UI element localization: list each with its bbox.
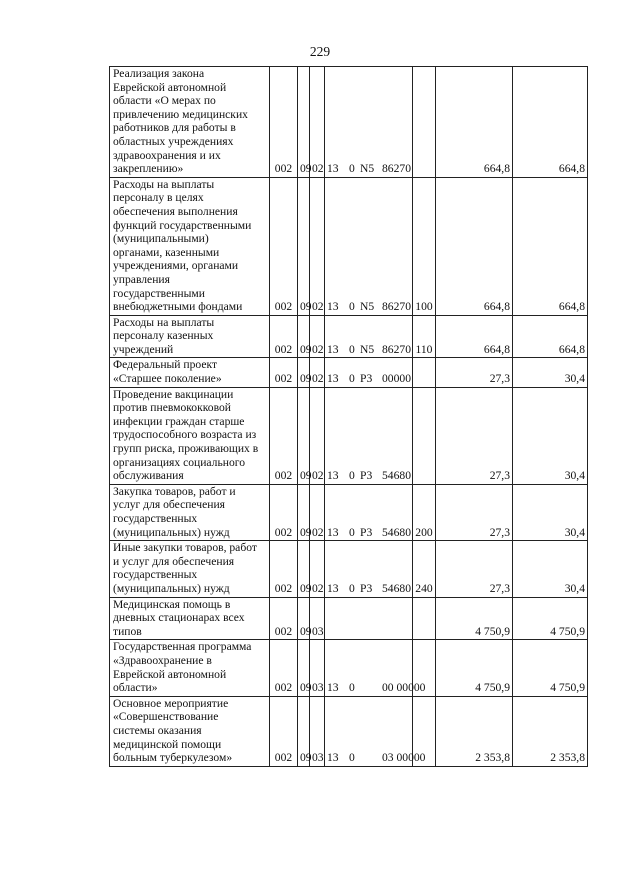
expense-type-code	[413, 358, 436, 387]
section-code: 09	[298, 358, 310, 387]
expense-name-line: Расходы на выплаты	[113, 315, 215, 329]
ministry-code: 002	[270, 67, 298, 178]
expense-name-line: (муниципальными)	[113, 232, 209, 246]
target-article-part: 03 00000	[382, 751, 426, 765]
target-article-code	[325, 387, 413, 484]
amount-year-2: 4 750,9	[513, 597, 588, 640]
expense-name-line: «Здравоохранение в	[113, 653, 212, 667]
amount-year-2: 30,4	[513, 541, 588, 597]
target-article-part: 54680	[382, 469, 411, 483]
section-code: 09	[298, 597, 310, 640]
expense-name-line: государственных	[113, 512, 198, 525]
subsection-code: 02	[310, 177, 325, 315]
expense-name-line: (муниципальных) нужд	[113, 525, 230, 539]
target-article-part: P3	[360, 581, 373, 595]
amount-year-2: 664,8	[513, 177, 588, 315]
expense-name	[110, 387, 270, 484]
amount-year-2: 30,4	[513, 358, 588, 387]
subsection-code: 02	[310, 387, 325, 484]
expense-name	[110, 597, 270, 640]
expense-name-line: Еврейской автономной	[113, 80, 227, 94]
target-article-part: 54680	[382, 581, 411, 595]
expense-type-code: 240	[413, 541, 436, 597]
target-article-part: 54680	[382, 525, 411, 539]
expense-name-line: обеспечения выполнения	[113, 204, 238, 218]
expense-name	[110, 177, 270, 315]
target-article-part: 0	[349, 751, 355, 765]
target-article-code	[325, 67, 413, 178]
target-article-part: 13	[327, 525, 339, 539]
amount-year-1: 27,3	[436, 358, 513, 387]
target-article-part: 0	[349, 469, 355, 483]
amount-year-2: 664,8	[513, 315, 588, 358]
ministry-code: 002	[270, 315, 298, 358]
target-article-code	[325, 177, 413, 315]
target-article-part: 86270	[382, 342, 411, 356]
expense-name-line: управления	[113, 272, 170, 286]
target-article-part: 13	[327, 372, 339, 386]
target-article-code	[325, 640, 426, 696]
expense-name-line: обслуживания	[113, 469, 184, 483]
subsection-code: 02	[310, 315, 325, 358]
expense-name-line: больным туберкулезом»	[113, 751, 233, 765]
amount-year-2: 4 750,9	[513, 640, 588, 696]
target-article-part: 0	[349, 162, 355, 176]
expense-type-code: 110	[413, 315, 436, 358]
ministry-code: 002	[270, 640, 298, 696]
target-article-part: 0	[349, 300, 355, 314]
table-row	[110, 640, 588, 696]
amount-year-1: 27,3	[436, 541, 513, 597]
expense-name-line: системы оказания	[113, 723, 202, 737]
target-article-code	[325, 597, 413, 640]
target-article-part: N5	[360, 342, 375, 356]
budget-table	[109, 66, 588, 767]
expense-name-line: Еврейской автономной	[113, 667, 227, 681]
target-article-code	[325, 358, 413, 387]
table-row	[110, 67, 588, 178]
amount-year-2: 30,4	[513, 484, 588, 540]
expense-name-line: функций государственными	[113, 218, 252, 232]
target-article-code	[325, 484, 413, 540]
amount-year-1: 4 750,9	[436, 640, 513, 696]
expense-name-line: внебюджетными фондами	[113, 300, 243, 314]
amount-year-1: 664,8	[436, 315, 513, 358]
subsection-code: 02	[310, 541, 325, 597]
expense-name-line: Иные закупки товаров, работ	[113, 541, 257, 555]
section-code: 09	[298, 541, 310, 597]
section-code: 09	[298, 177, 310, 315]
expense-name-line: Основное мероприятие	[113, 696, 229, 710]
expense-name-line: здравоохранения и их	[113, 148, 221, 162]
table-row	[110, 315, 588, 358]
expense-type-code	[413, 67, 436, 178]
subsection-code: 02	[310, 67, 325, 178]
expense-name-line: органами, казенными	[113, 245, 220, 259]
ministry-code: 002	[270, 597, 298, 640]
section-code: 09	[298, 484, 310, 540]
target-article-part: 86270	[382, 162, 411, 176]
expense-name	[110, 541, 270, 597]
expense-name	[110, 358, 270, 387]
expense-name-line: закреплению»	[113, 162, 184, 176]
section-code: 09	[298, 640, 310, 696]
expense-name	[110, 640, 270, 696]
ministry-code: 002	[270, 541, 298, 597]
expense-name-line: медицинской помощи	[113, 737, 222, 751]
expense-name-line: персоналу казенных	[113, 329, 214, 343]
target-article-part: 13	[327, 342, 339, 356]
table-row	[110, 484, 588, 540]
expense-name	[110, 315, 270, 358]
expense-name-line: групп риска, проживающих в	[113, 442, 259, 456]
section-code: 09	[298, 696, 310, 766]
subsection-code: 03	[310, 640, 325, 696]
target-article-part: N5	[360, 162, 375, 176]
amount-year-2: 2 353,8	[513, 696, 588, 766]
target-article-part: 13	[327, 300, 339, 314]
target-article-part: 86270	[382, 300, 411, 314]
expense-name-line: организациях социального	[113, 455, 246, 469]
expense-name-line: трудоспособного возраста из	[113, 428, 257, 442]
ministry-code: 002	[270, 358, 298, 387]
expense-name-line: учреждениями, органами	[113, 259, 239, 273]
amount-year-1: 4 750,9	[436, 597, 513, 640]
target-article-part: 0	[349, 525, 355, 539]
expense-name-line: инфекции граждан старше	[113, 414, 245, 428]
expense-name-line: и услуг для обеспечения	[113, 554, 235, 568]
expense-name-line: «Совершенствование	[113, 710, 219, 724]
expense-name-line: услуг для обеспечения	[113, 498, 225, 512]
target-article-part: 00000	[382, 372, 411, 386]
amount-year-1: 27,3	[436, 484, 513, 540]
ministry-code: 002	[270, 177, 298, 315]
section-code: 09	[298, 67, 310, 178]
expense-name-line: Реализация закона	[113, 67, 205, 80]
ministry-code: 002	[270, 387, 298, 484]
target-article-part: 13	[327, 681, 339, 695]
table-row	[110, 696, 588, 766]
expense-name-line: Государственная программа	[113, 640, 252, 654]
target-article-part: P3	[360, 525, 373, 539]
amount-year-2: 30,4	[513, 387, 588, 484]
expense-name-line: Закупка товаров, работ и	[113, 484, 236, 498]
target-article-part: 0	[349, 372, 355, 386]
target-article-part: 13	[327, 162, 339, 176]
table-row	[110, 387, 588, 484]
expense-type-code: 200	[413, 484, 436, 540]
subsection-code: 02	[310, 484, 325, 540]
expense-name-line: области»	[113, 681, 158, 695]
expense-name-line: дневных стационарах всех	[113, 611, 245, 625]
expense-name-line: государственных	[113, 568, 198, 582]
expense-name	[110, 67, 270, 178]
ministry-code: 002	[270, 484, 298, 540]
expense-name-line: Проведение вакцинации	[113, 387, 234, 401]
expense-type-code: 100	[413, 177, 436, 315]
target-article-part: P3	[360, 469, 373, 483]
subsection-code: 03	[310, 696, 325, 766]
amount-year-1: 664,8	[436, 177, 513, 315]
expense-name-line: персоналу в целях	[113, 191, 204, 205]
page-number: 229	[309, 44, 331, 59]
expense-name-line: работников для работы в	[113, 121, 236, 135]
amount-year-1: 27,3	[436, 387, 513, 484]
target-article-part: 0	[349, 681, 355, 695]
target-article-part: P3	[360, 372, 373, 386]
subsection-code: 03	[310, 597, 325, 640]
expense-name-line: области «О мерах по	[113, 94, 216, 108]
target-article-code	[325, 541, 413, 597]
target-article-part: 0	[349, 342, 355, 356]
expense-name-line: учреждений	[113, 342, 174, 356]
expense-type-code	[413, 387, 436, 484]
expense-name-line: Расходы на выплаты	[113, 177, 215, 191]
target-article-code	[325, 315, 413, 358]
expense-name-line: типов	[113, 624, 142, 638]
table-row	[110, 358, 588, 387]
expense-name-line: Медицинская помощь в	[113, 597, 231, 611]
target-article-part: 13	[327, 751, 339, 765]
table-row	[110, 541, 588, 597]
amount-year-2: 664,8	[513, 67, 588, 178]
target-article-part: 13	[327, 581, 339, 595]
target-article-code	[325, 696, 426, 766]
subsection-code: 02	[310, 358, 325, 387]
target-article-part: 00 00000	[382, 681, 426, 695]
expense-name-line: Федеральный проект	[113, 358, 218, 372]
target-article-part: 13	[327, 469, 339, 483]
section-code: 09	[298, 387, 310, 484]
target-article-part: N5	[360, 300, 375, 314]
expense-name-line: против пневмококковой	[113, 401, 231, 415]
expense-name	[110, 484, 270, 540]
expense-name	[110, 696, 270, 766]
section-code: 09	[298, 315, 310, 358]
expense-name-line: «Старшее поколение»	[113, 372, 222, 386]
amount-year-1: 664,8	[436, 67, 513, 178]
table-row	[110, 597, 588, 640]
expense-name-line: привлечению медицинских	[113, 107, 248, 121]
expense-name-line: (муниципальных) нужд	[113, 581, 230, 595]
expense-name-line: областных учреждениях	[113, 134, 234, 148]
ministry-code: 002	[270, 696, 298, 766]
amount-year-1: 2 353,8	[436, 696, 513, 766]
table-row	[110, 177, 588, 315]
expense-name-line: государственными	[113, 286, 205, 300]
target-article-part: 0	[349, 581, 355, 595]
expense-type-code	[413, 597, 436, 640]
